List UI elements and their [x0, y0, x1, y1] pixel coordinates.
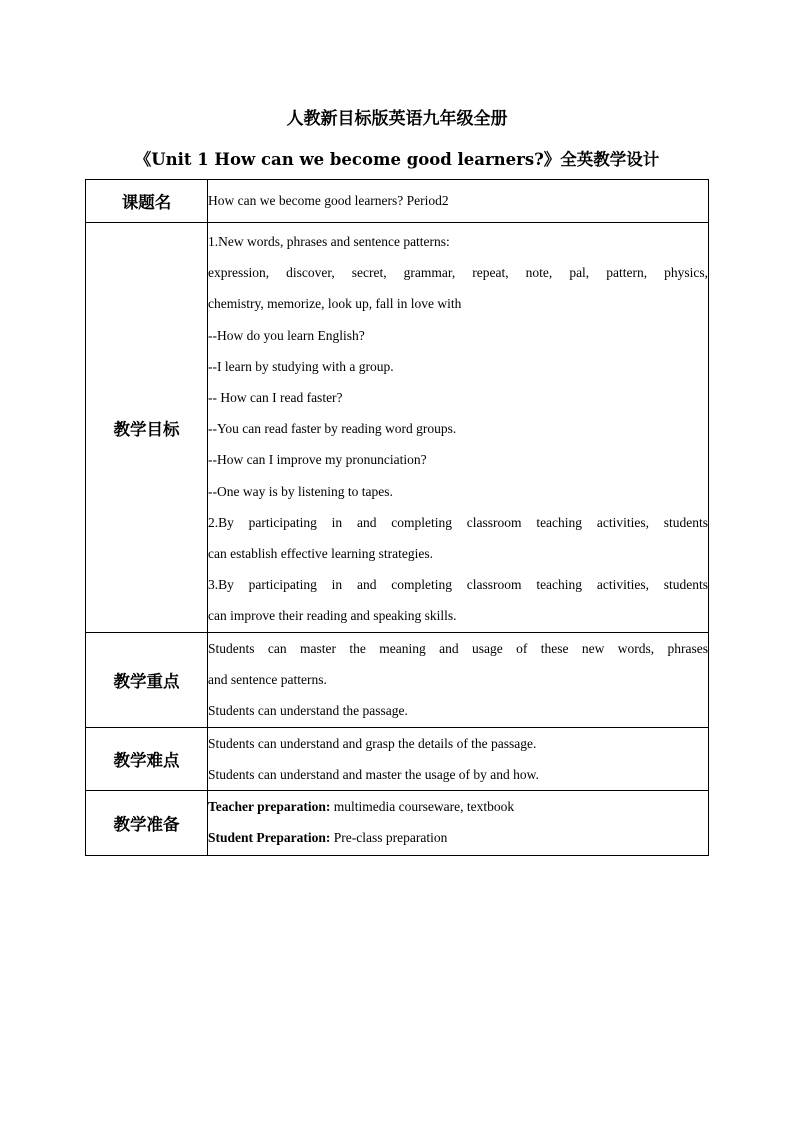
- teacher-preparation-label: Teacher preparation:: [208, 798, 331, 814]
- objectives-line: --How do you learn English?: [208, 327, 365, 343]
- difficulties-label: 教学难点: [86, 727, 208, 790]
- lesson-plan-table: [85, 179, 709, 856]
- topic-cell: [208, 180, 709, 223]
- table-row-key-points: [86, 633, 709, 728]
- objectives-label: 教学目标: [86, 223, 208, 633]
- objectives-line: -- How can I read faster?: [208, 389, 343, 405]
- table-row-preparation: [86, 790, 709, 855]
- teacher-preparation-value: multimedia courseware, textbook: [333, 798, 515, 814]
- objectives-line: 2.By participating in and completing classroom teaching activities, students: [208, 514, 708, 530]
- objectives-line: --I learn by studying with a group.: [208, 358, 394, 374]
- topic-value: How can we become good learners? Period2: [208, 193, 449, 208]
- table-row-topic: [86, 180, 709, 223]
- key-points-label: 教学重点: [86, 633, 208, 728]
- difficulties-cell: [208, 727, 709, 790]
- key-points-line: and sentence patterns.: [208, 672, 327, 688]
- objectives-line: can improve their reading and speaking skills.: [208, 608, 457, 624]
- preparation-label: 教学准备: [86, 790, 208, 855]
- student-preparation-value: Pre-class preparation: [333, 830, 448, 846]
- objectives-line: 1.New words, phrases and sentence patterns:: [208, 234, 450, 249]
- teacher-preparation-line: [208, 791, 708, 822]
- difficulties-line: Students can understand and master the usage of by and how.: [208, 766, 539, 782]
- objectives-line: --You can read faster by reading word groups.: [208, 421, 457, 437]
- objectives-line: 3.By participating in and completing classroom teaching activities, students: [208, 577, 708, 593]
- objectives-line: --How can I improve my pronunciation?: [208, 452, 427, 468]
- objectives-line: chemistry, memorize, look up, fall in love with: [208, 296, 462, 312]
- key-points-line: Students can understand the passage.: [208, 703, 408, 719]
- key-points-cell: [208, 633, 709, 728]
- topic-label: 课题名: [86, 180, 208, 223]
- preparation-cell: [208, 790, 709, 855]
- objectives-line: --One way is by listening to tapes.: [208, 483, 393, 499]
- objectives-cell: [208, 223, 709, 633]
- table-row-difficulties: [86, 727, 709, 790]
- key-points-line: Students can master the meaning and usage of these new words, phrases: [208, 641, 708, 656]
- table-row-objectives: [86, 223, 709, 633]
- objectives-line: can establish effective learning strategies.: [208, 545, 434, 561]
- objectives-line: expression, discover, secret, grammar, repeat, note, pal, pattern, physics,: [208, 265, 708, 281]
- document-title: 人教新目标版英语九年级全册: [286, 109, 508, 129]
- student-preparation-line: [208, 822, 708, 853]
- difficulties-line: Students can understand and grasp the details of the passage.: [208, 735, 537, 751]
- document-subtitle: 《Unit 1 How can we become good learners?》全英教学设计: [134, 150, 660, 169]
- student-preparation-label: Student Preparation:: [208, 830, 331, 846]
